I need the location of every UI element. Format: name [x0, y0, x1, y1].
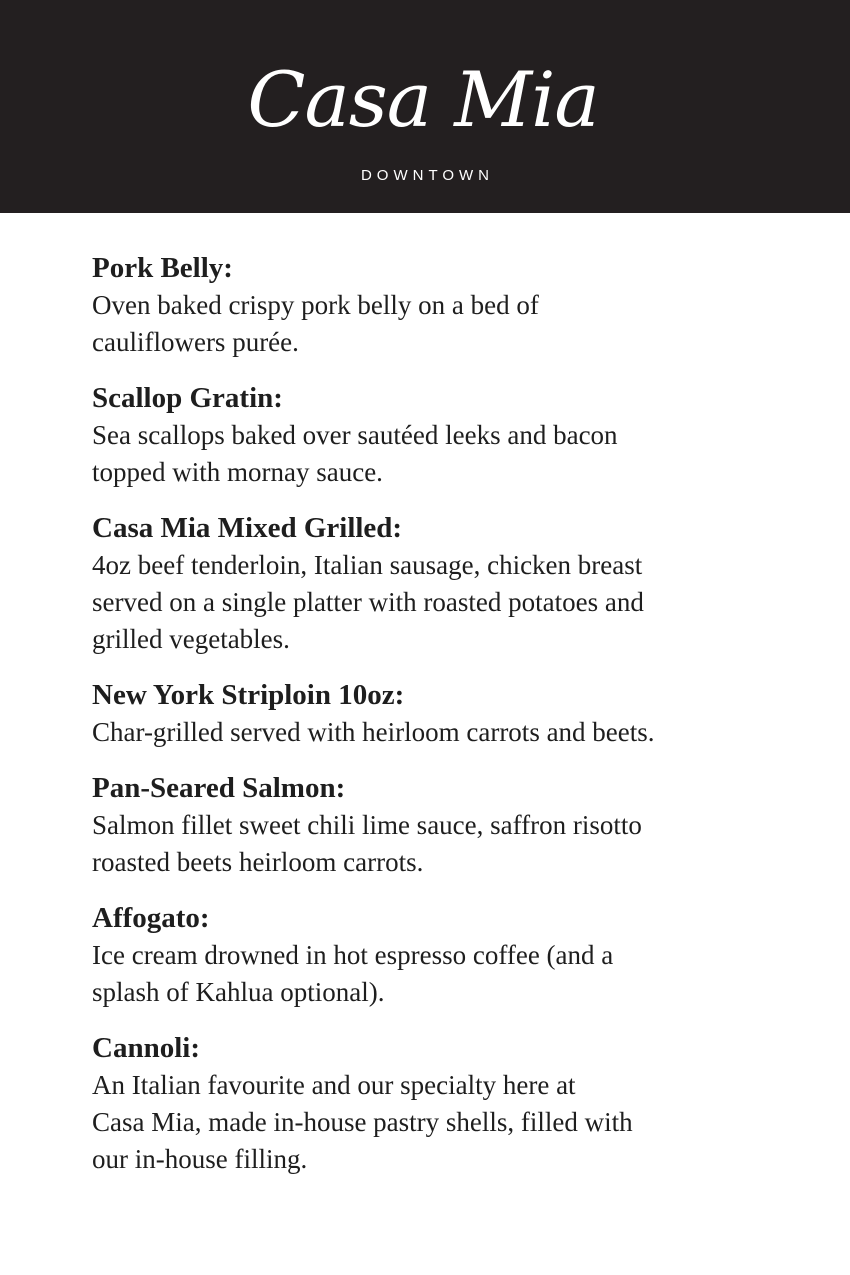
- menu-item-name: Scallop Gratin:: [92, 382, 283, 414]
- menu-item-description-line: Casa Mia, made in-house pastry shells, filled with: [92, 1107, 633, 1137]
- menu-item-name: Casa Mia Mixed Grilled:: [92, 512, 403, 544]
- menu-item-name: New York Striploin 10oz:: [92, 679, 405, 711]
- menu-item-description-line: roasted beets heirloom carrots.: [92, 847, 424, 877]
- menu-item-description-line: Oven baked crispy pork belly on a bed of: [92, 290, 539, 320]
- menu-item-description-line: 4oz beef tenderloin, Italian sausage, chicken breast: [92, 550, 643, 580]
- menu-item-description-line: cauliflowers purée.: [92, 327, 299, 357]
- menu-item-name: Pan-Seared Salmon:: [92, 772, 346, 804]
- menu-item: [92, 900, 792, 1011]
- header-banner: [0, 0, 850, 213]
- menu-item-name: Pork Belly:: [92, 252, 233, 284]
- menu-item-description-line: served on a single platter with roasted potatoes and: [92, 587, 644, 617]
- menu-item: [92, 250, 792, 361]
- menu-item-description-line: An Italian favourite and our specialty here at: [92, 1070, 576, 1100]
- logo-script-text: Casa Mia: [247, 55, 599, 144]
- menu-item-description-line: Salmon fillet sweet chili lime sauce, saffron risotto: [92, 810, 642, 840]
- menu-item: [92, 510, 792, 658]
- menu-item: [92, 677, 792, 751]
- menu-item-description-line: Sea scallops baked over sautéed leeks and bacon: [92, 420, 618, 450]
- menu-item: [92, 770, 792, 881]
- menu-item-name: Cannoli:: [92, 1032, 200, 1064]
- logo-subtitle: DOWNTOWN: [360, 167, 495, 184]
- menu-item-description-line: splash of Kahlua optional).: [92, 977, 385, 1007]
- menu-item-description-line: grilled vegetables.: [92, 624, 290, 654]
- menu-list: [92, 250, 792, 1197]
- menu-item-name: Affogato:: [92, 902, 210, 934]
- menu-item-description-line: topped with mornay sauce.: [92, 457, 383, 487]
- menu-item-description-line: Ice cream drowned in hot espresso coffee (and a: [92, 940, 614, 970]
- menu-item: [92, 1030, 792, 1178]
- menu-item: [92, 380, 792, 491]
- logo: [0, 0, 850, 213]
- menu-item-description-line: our in-house filling.: [92, 1144, 308, 1174]
- menu-item-description-line: Char-grilled served with heirloom carrots and beets.: [92, 717, 655, 747]
